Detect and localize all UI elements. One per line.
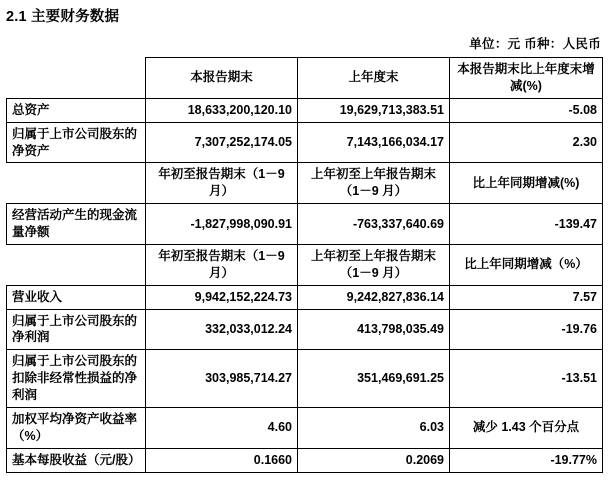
row-label-net-assets-attributable: 归属于上市公司股东的净资产 <box>7 122 146 163</box>
row-value-basic-eps-change: -19.77% <box>450 448 603 472</box>
header-cell-yoy-change-2: 比上年同期增减（%） <box>450 244 603 285</box>
row-value-net-assets-current: 7,307,252,174.05 <box>146 122 298 163</box>
row-label-net-profit-excluding-nonrecurring: 归属于上市公司股东的扣除非经常性损益的净利润 <box>7 350 146 408</box>
row-value-net-profit-current: 332,033,012.24 <box>146 309 298 350</box>
row-value-weighted-roe-current: 4.60 <box>146 407 298 448</box>
header-cell-yoy-change: 比上年同期增减(%) <box>450 163 603 204</box>
header-cell-current-period-end: 本报告期末 <box>146 58 298 99</box>
header-cell-empty <box>7 244 146 285</box>
row-value-net-profit-ex-change: -13.51 <box>450 350 603 408</box>
row-label-total-assets: 总资产 <box>7 98 146 122</box>
table-row <box>7 448 603 472</box>
row-value-basic-eps-current: 0.1660 <box>146 448 298 472</box>
row-label-operating-revenue: 营业收入 <box>7 285 146 309</box>
row-label-operating-cash-flow: 经营活动产生的现金流量净额 <box>7 204 146 245</box>
header-cell-change-vs-prior-year-end: 本报告期末比上年度末增减(%) <box>450 58 603 99</box>
row-value-total-assets-prior: 19,629,713,383.51 <box>298 98 450 122</box>
row-value-operating-revenue-change: 7.57 <box>450 285 603 309</box>
table-row <box>7 122 603 163</box>
unit-currency-note: 单位：元 币种：人民币 <box>469 37 601 51</box>
row-label-weighted-roe: 加权平均净资产收益率（%） <box>7 407 146 448</box>
row-value-net-profit-ex-current: 303,985,714.27 <box>146 350 298 408</box>
table-row <box>7 350 603 408</box>
header-cell-ytd-current-2: 年初至报告期末（1－9 月） <box>146 244 298 285</box>
page-title: 2.1 主要财务数据 <box>6 9 120 25</box>
header-cell-empty <box>7 163 146 204</box>
row-value-net-profit-prior: 413,798,035.49 <box>298 309 450 350</box>
row-value-weighted-roe-prior: 6.03 <box>298 407 450 448</box>
table-row <box>7 309 603 350</box>
header-cell-ytd-prior: 上年初至上年报告期末（1－9 月） <box>298 163 450 204</box>
row-value-weighted-roe-change: 减少 1.43 个百分点 <box>450 407 603 448</box>
table-row <box>7 407 603 448</box>
table-row <box>7 285 603 309</box>
table-row <box>7 98 603 122</box>
row-value-total-assets-change: -5.08 <box>450 98 603 122</box>
row-value-operating-cash-flow-change: -139.47 <box>450 204 603 245</box>
financial-summary-table <box>6 57 603 473</box>
header-cell-empty <box>7 58 146 99</box>
row-value-net-profit-ex-prior: 351,469,691.25 <box>298 350 450 408</box>
row-value-operating-revenue-current: 9,942,152,224.73 <box>146 285 298 309</box>
header-cell-prior-year-end: 上年度末 <box>298 58 450 99</box>
row-label-basic-eps: 基本每股收益（元/股） <box>7 448 146 472</box>
row-value-operating-cash-flow-prior: -763,337,640.69 <box>298 204 450 245</box>
row-value-net-assets-prior: 7,143,166,034.17 <box>298 122 450 163</box>
row-value-total-assets-current: 18,633,200,120.10 <box>146 98 298 122</box>
table-header-row <box>7 58 603 99</box>
row-value-operating-cash-flow-current: -1,827,998,090.91 <box>146 204 298 245</box>
row-label-net-profit-attributable: 归属于上市公司股东的净利润 <box>7 309 146 350</box>
row-value-operating-revenue-prior: 9,242,827,836.14 <box>298 285 450 309</box>
row-value-net-profit-change: -19.76 <box>450 309 603 350</box>
row-value-basic-eps-prior: 0.2069 <box>298 448 450 472</box>
row-value-net-assets-change: 2.30 <box>450 122 603 163</box>
table-header-row <box>7 244 603 285</box>
table-row <box>7 204 603 245</box>
table-header-row <box>7 163 603 204</box>
header-cell-ytd-prior-2: 上年初至上年报告期末（1－9 月） <box>298 244 450 285</box>
header-cell-ytd-current: 年初至报告期末（1－9 月） <box>146 163 298 204</box>
